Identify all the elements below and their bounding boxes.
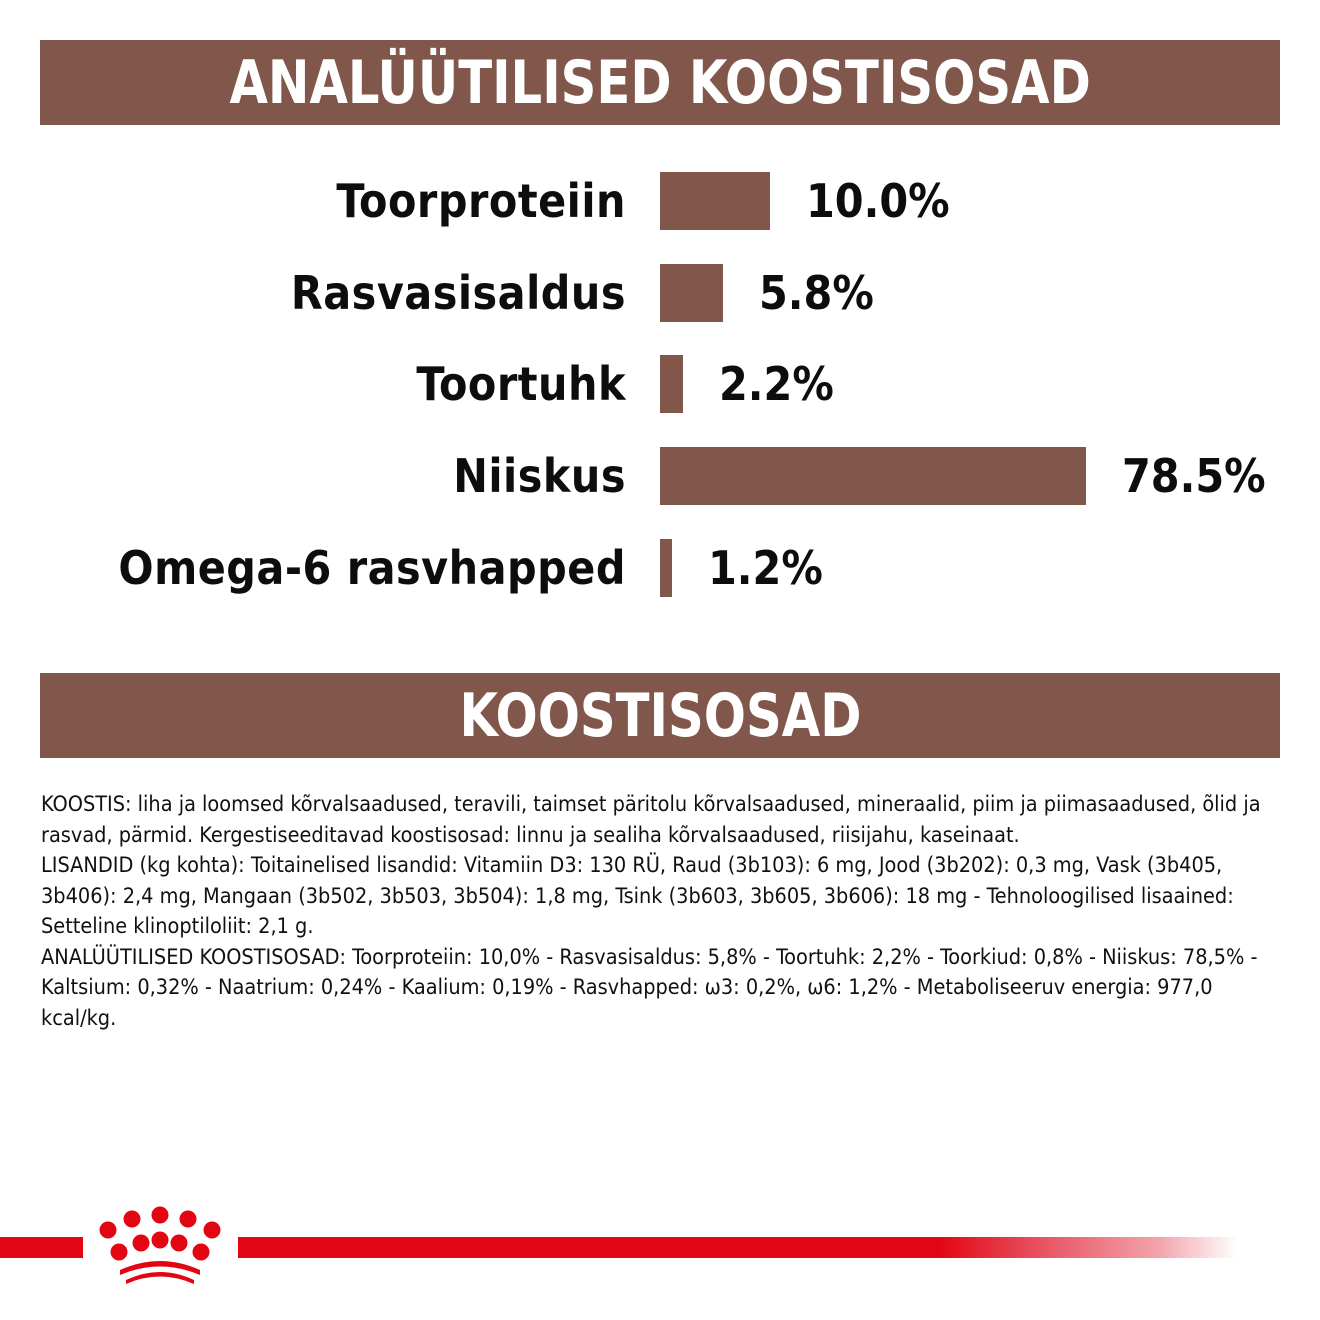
ingredients-header (40, 673, 1280, 758)
chart-row-label: Toorproteiin (336, 174, 626, 228)
brand-line-left (0, 1237, 83, 1258)
ingredients-title: KOOSTISOSAD (459, 680, 861, 751)
analytical-constituents-title: ANALÜÜTILISED KOOSTISOSAD (229, 47, 1091, 118)
chart-row-value: 78.5% (1122, 449, 1266, 503)
chart-row-label: Toortuhk (416, 357, 626, 411)
chart-row-value: 2.2% (719, 357, 834, 411)
brand-line-right (238, 1237, 1238, 1258)
chart-row-value: 5.8% (759, 266, 874, 320)
chart-bar (660, 355, 683, 413)
chart-row-moisture (0, 447, 1320, 505)
chart-bar (660, 447, 1086, 505)
chart-bar (660, 264, 723, 322)
analytical-paragraph: ANALÜÜTILISED KOOSTISOSAD: Toorproteiin: 10,0% - Rasvasisaldus: 5,8% - Toortuhk: 2,2% - Toorkiud: 0,8% - Niiskus: 78,5% - Kaltsium: 0,32% - Naatrium: 0,24% - Kaalium: 0,19% - Rasvhapped: ω3: 0,2%, ω6: 1,2% - Metaboliseeruv energia: 977,0 kcal/kg. (41, 944, 1258, 1031)
chart-row-ash (0, 355, 1320, 413)
chart-row-fat (0, 264, 1320, 322)
chart-bar (660, 539, 672, 597)
chart-row-label: Rasvasisaldus (290, 266, 626, 320)
chart-row-value: 10.0% (806, 174, 950, 228)
composition-paragraph: KOOSTIS: liha ja loomsed kõrvalsaadused, teravili, taimset päritolu kõrvalsaadused, mineraalid, piim ja piimasaadused, õlid ja rasvad, pärmid. Kergestiseeditavad koostisosad: linnu ja sealiha kõrvalsaadused, riisijahu, kaseinaat. (41, 792, 1261, 848)
chart-row-label: Niiskus (453, 449, 626, 503)
ingredients-text-block (41, 790, 1281, 1034)
crown-icon (88, 1200, 238, 1290)
additives-paragraph: LISANDID (kg kohta): Toitainelised lisandid: Vitamiin D3: 130 RÜ, Raud (3b103): 6 mg, Jood (3b202): 0,3 mg, Vask (3b405, 3b406): 2,4 mg, Mangaan (3b502, 3b503, 3b504): 1,8 mg, Tsink (3b603, 3b605, 3b606): 18 mg - Tehnoloogilised lisaained: Setteline klinoptiloliit: 2,1 g. (41, 853, 1234, 939)
chart-bar (660, 172, 770, 230)
chart-row-protein (0, 172, 1320, 230)
chart-row-value: 1.2% (708, 541, 823, 595)
chart-row-omega6 (0, 539, 1320, 597)
analytical-constituents-header (40, 40, 1280, 125)
chart-row-label: Omega-6 rasvhapped (118, 541, 626, 595)
